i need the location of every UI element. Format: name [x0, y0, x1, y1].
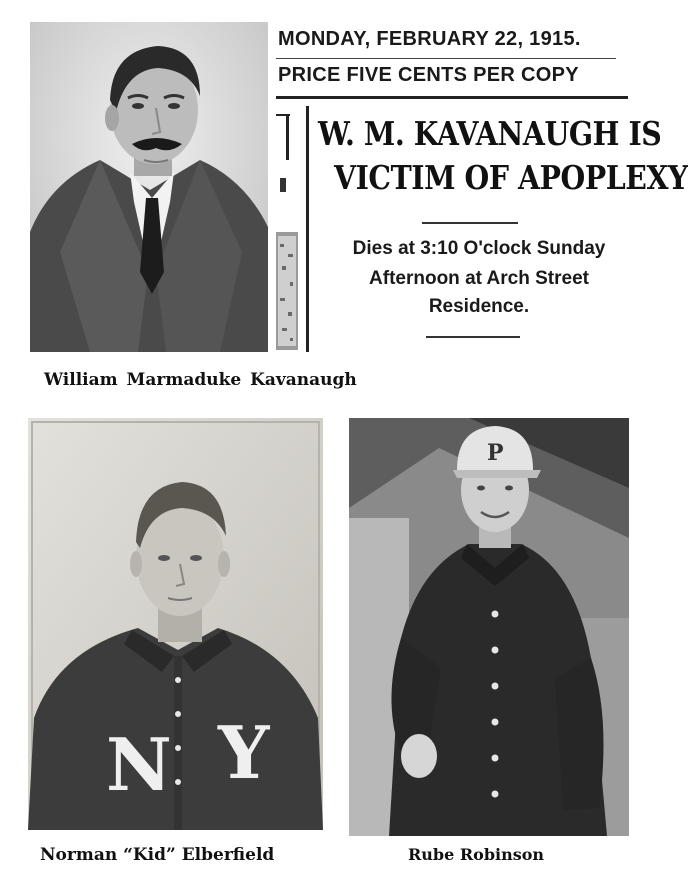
newspaper-date-line: MONDAY, FEBRUARY 22, 1915. [278, 28, 581, 50]
newspaper-deck-line-1: Dies at 3:10 O'clock Sunday [352, 238, 606, 259]
kavanaugh-portrait-photo [30, 22, 268, 352]
adjacent-column-fragment [276, 114, 302, 352]
newspaper-headline-line-1: W. M. KAVANAUGH IS [318, 114, 662, 153]
cap-letter-p: P [487, 440, 504, 466]
newspaper-column-rule [306, 106, 309, 352]
newspaper-clipping [276, 22, 688, 352]
elberfield-portrait-photo [28, 418, 323, 830]
caption-kavanaugh: William Marmaduke Kavanaugh [44, 370, 357, 390]
newspaper-deck-line-2: Afternoon at Arch Street [369, 268, 589, 289]
jersey-letter-n: N [106, 722, 172, 807]
newspaper-divider [276, 58, 616, 59]
jersey-letter-y: Y [218, 710, 270, 795]
robinson-portrait-illustration [349, 418, 629, 836]
newspaper-price-line: PRICE FIVE CENTS PER COPY [278, 64, 579, 86]
elberfield-portrait-illustration [28, 418, 323, 830]
newspaper-deck-line-3: Residence. [428, 296, 530, 317]
caption-robinson: Rube Robinson [408, 845, 545, 864]
newspaper-headline-line-2: VICTIM OF APOPLEXY [334, 158, 688, 197]
robinson-portrait-photo [349, 418, 629, 836]
newspaper-divider [276, 96, 628, 99]
newspaper-divider [422, 222, 518, 224]
newspaper-divider [426, 336, 520, 338]
caption-elberfield: Norman “Kid” Elberfield [40, 845, 275, 865]
kavanaugh-portrait-illustration [30, 22, 268, 352]
